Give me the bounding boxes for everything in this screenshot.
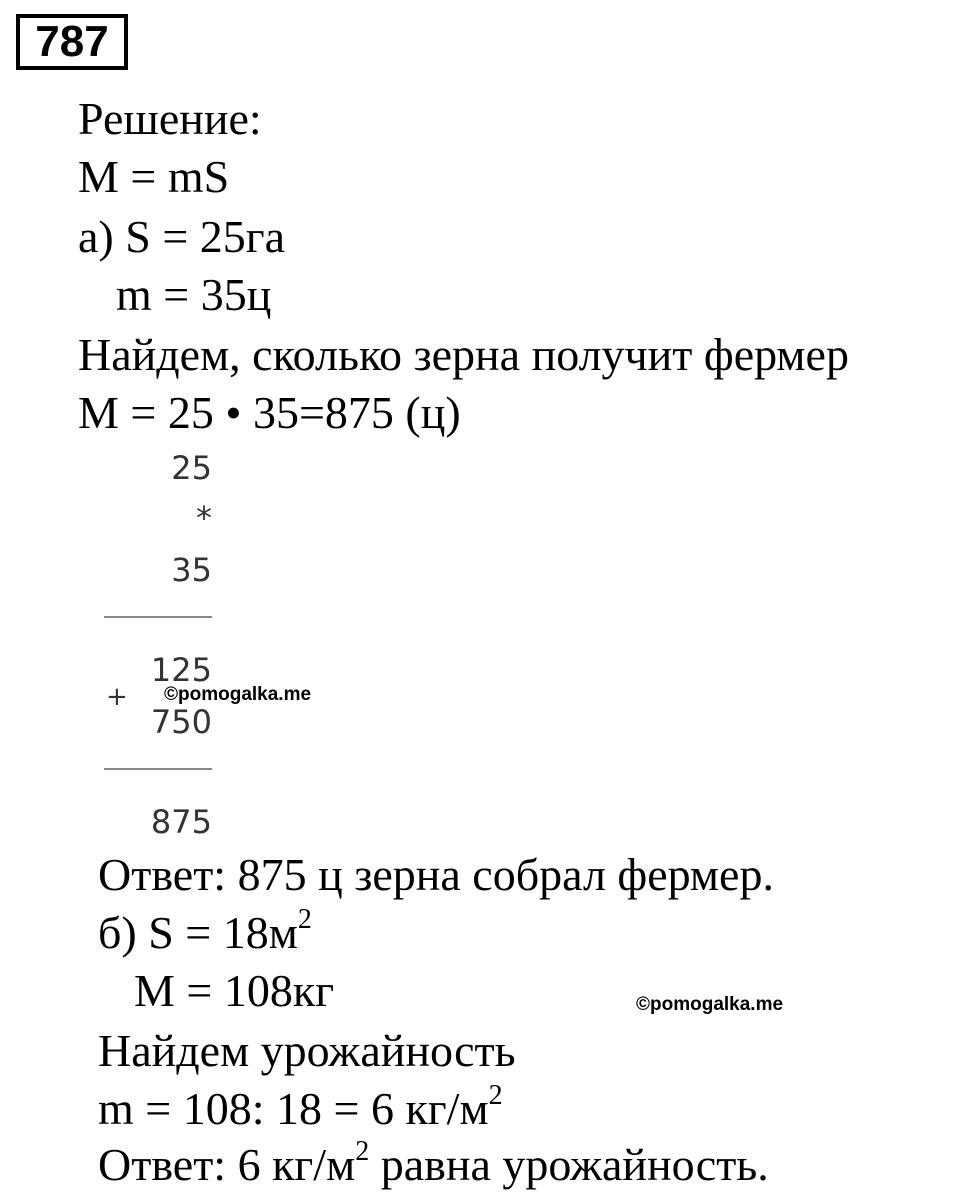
solution-label: Решение: [78,93,262,144]
problem-number-badge: 787 [16,14,128,70]
multiply-operator: * [196,499,212,537]
multiplicand: 25 [171,449,212,487]
part-a-area: а) S = 25га [78,211,286,262]
watermark-2: ©pomogalka.me [636,994,784,1015]
partial-product-2: 750 [150,703,212,741]
plus-sign: + [106,682,128,712]
answer-a-text: Ответ: 875 ц зерна собрал фермер. [98,849,774,900]
multiplier: 35 [171,551,212,589]
multiplication-result: 875 [150,803,212,841]
partial-product-1: 125 [150,651,212,689]
general-formula: M = mS [78,151,230,202]
compute-yield-text: m = 108: 18 = 6 $кг/м^2$ [98,1079,503,1134]
part-b-mass: M = 108кг [134,965,335,1016]
watermark-1: ©pomogalka.me [164,684,312,705]
part-b-area: б) $S = 18м^2$ [98,903,312,958]
first-divider-line [104,616,212,618]
answer-b-text: Ответ: 6 $кг/м^2$ равна урожайность. [98,1135,769,1190]
find-yield-text: Найдем урожайность [98,1025,516,1076]
part-a-yield: m = 35ц [116,269,272,320]
compute-mass-text: M = 25 • 35=875 (ц) [78,387,461,438]
find-grain-text: Найдем, сколько зерна получит фермер [78,329,849,380]
second-divider-line [104,768,212,770]
